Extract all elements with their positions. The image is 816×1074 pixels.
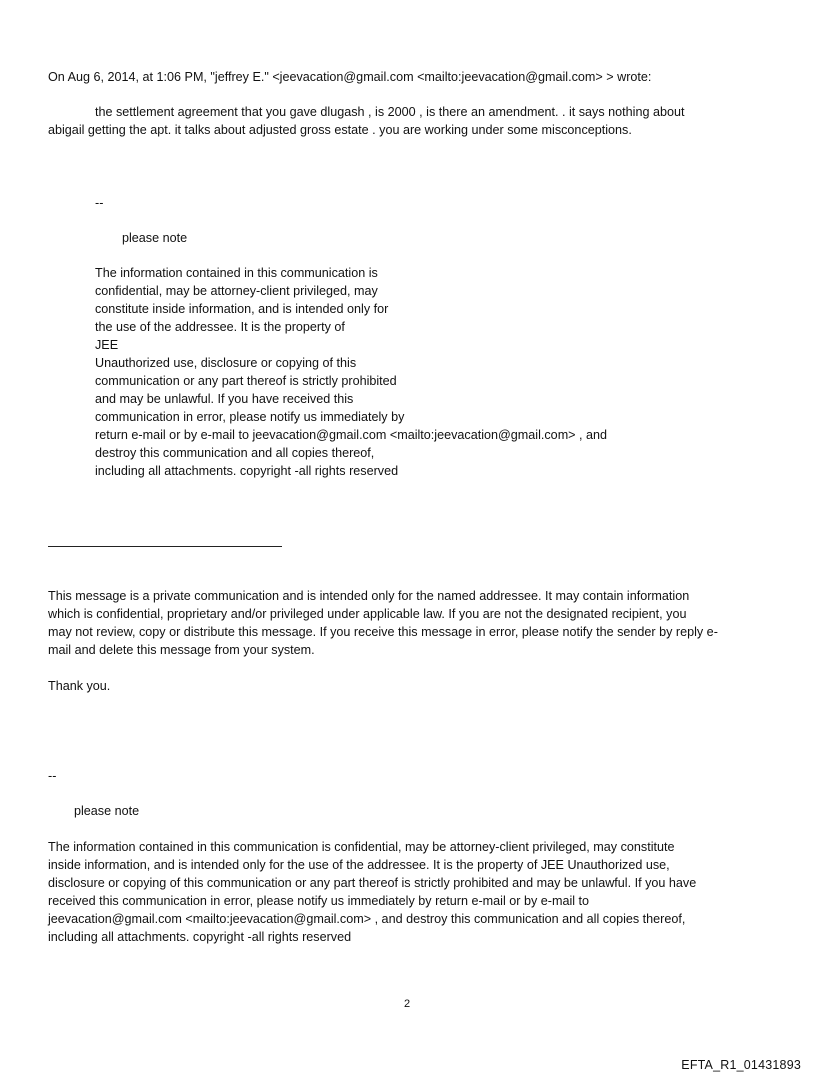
outer-signature-line: disclosure or copying of this communication or any part thereof is strictly prohibited and may be unlawful. If you have [48, 876, 697, 890]
inner-signature-line: communication or any part thereof is strictly prohibited [95, 374, 397, 388]
inner-signature-line: the use of the addressee. It is the property of [95, 320, 345, 334]
disclaimer-line: may not review, copy or distribute this message. If you receive this message in error, please notify the sender by reply e- [48, 625, 718, 639]
inner-signature-line: The information contained in this communication is [95, 266, 378, 280]
thank-you-text: Thank you. [48, 679, 111, 693]
document-id: EFTA_R1_01431893 [681, 1058, 801, 1072]
inner-signature-line: confidential, may be attorney-client privileged, may [95, 284, 378, 298]
disclaimer-line: which is confidential, proprietary and/or privileged under applicable law. If you are not the designated recipient, you [48, 607, 687, 621]
inner-signature-line: Unauthorized use, disclosure or copying of this [95, 356, 357, 370]
inner-signature-line: constitute inside information, and is intended only for [95, 302, 389, 316]
inner-signature-separator: -- [95, 196, 104, 210]
outer-signature-line: including all attachments. copyright -all rights reserved [48, 930, 352, 944]
disclaimer-line: This message is a private communication and is intended only for the named addressee. It may contain information [48, 589, 690, 603]
disclaimer-line: mail and delete this message from your system. [48, 643, 315, 657]
email-body-line-1: the settlement agreement that you gave dlugash , is 2000 , is there an amendment. . it says nothing about [95, 105, 685, 119]
inner-signature-line: JEE [95, 338, 119, 352]
inner-signature-line: and may be unlawful. If you have received this [95, 392, 354, 406]
inner-signature-line: return e-mail or by e-mail to jeevacation@gmail.com <mailto:jeevacation@gmail.com> , and [95, 428, 608, 442]
outer-signature-line: received this communication in error, please notify us immediately by return e-mail or by e-mail to [48, 894, 590, 908]
outer-signature-line: inside information, and is intended only for the use of the addressee. It is the property of JEE Unauthorized use, [48, 858, 670, 872]
outer-signature-line: The information contained in this communication is confidential, may be attorney-client privileged, may constitute [48, 840, 675, 854]
inner-signature-please-note: please note [122, 231, 188, 245]
outer-signature-please-note: please note [74, 804, 140, 818]
inner-signature-line: destroy this communication and all copies thereof, [95, 446, 375, 460]
page-number: 2 [404, 998, 411, 1010]
outer-signature-separator: -- [48, 769, 57, 783]
email-body-line-2: abigail getting the apt. it talks about adjusted gross estate . you are working under some misconceptions. [48, 123, 632, 137]
inner-signature-line: including all attachments. copyright -all rights reserved [95, 464, 399, 478]
outer-signature-line: jeevacation@gmail.com <mailto:jeevacation@gmail.com> , and destroy this communication and all copies thereof, [48, 912, 686, 926]
email-header-line: On Aug 6, 2014, at 1:06 PM, "jeffrey E." <jeevacation@gmail.com <mailto:jeevacation@gmail.com> > wrote: [48, 70, 652, 84]
horizontal-divider [48, 546, 282, 547]
inner-signature-line: communication in error, please notify us immediately by [95, 410, 405, 424]
